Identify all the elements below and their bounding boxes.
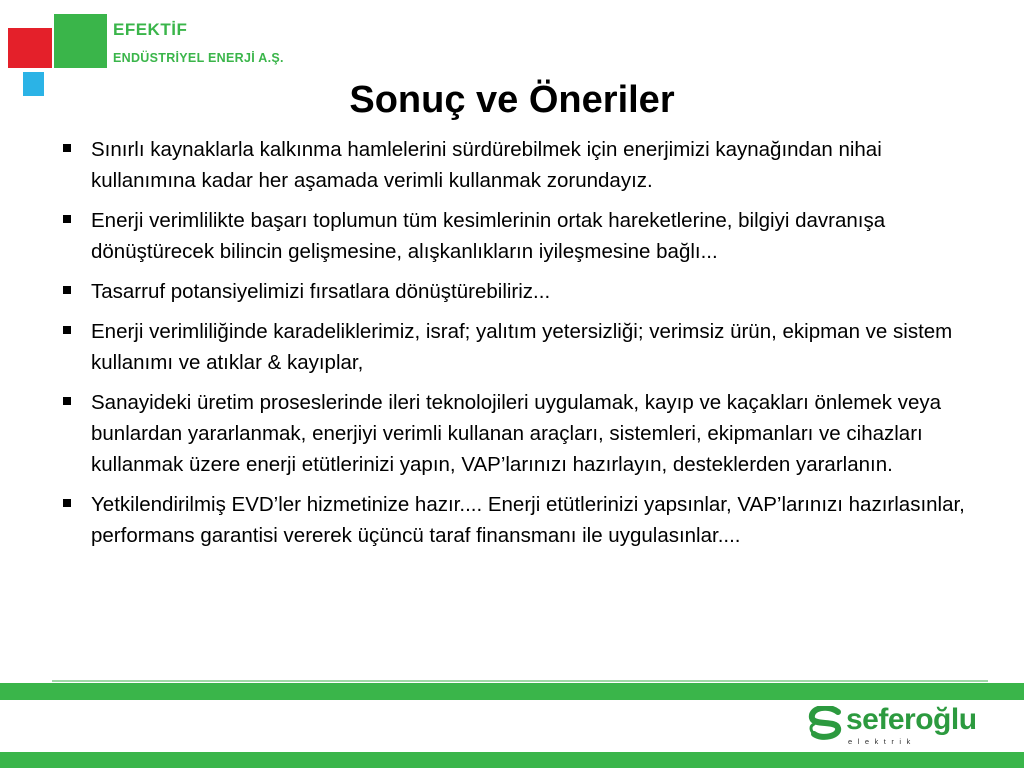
seferoglu-logo (808, 704, 1008, 748)
bullet-text: Sınırlı kaynaklarla kalkınma hamlelerini sürdürebilmek için enerjimizi kaynağından nihai kullanımına kadar her aşamada verimli kullanmak zorundayız. (91, 138, 882, 192)
bullet-item (60, 489, 975, 551)
slide-title: Sonuç ve Öneriler (349, 79, 675, 121)
bullet-list (60, 134, 975, 560)
logo-green-square (54, 14, 107, 68)
square-bullet-icon (63, 499, 71, 507)
bullet-text: Sanayideki üretim proseslerinde ileri teknolojileri uygulamak, kayıp ve kaçakları önlemek veya bunlardan yararlanmak, enerjiyi verimli kullanan araçları, sistemleri, ekipmanları ve cihazları kullanmak üzere enerji etütlerinizi yapın, VAP’larınızı hazırlayın, desteklerden yararlanın. (91, 391, 942, 476)
bullet-text: Enerji verimliliğinde karadeliklerimiz, israf; yalıtım yetersizliği; verimsiz ürün, ekipman ve sistem kullanımı ve atıklar & kayıplar, (91, 320, 953, 374)
bullet-text: Tasarruf potansiyelimizi fırsatlara dönüştürebiliriz... (91, 280, 551, 303)
brand-name: EFEKTİF (113, 20, 188, 39)
footer-divider (52, 680, 988, 682)
seferoglu-swirl-icon (808, 706, 844, 740)
footer-company-sub: elektrik (848, 737, 916, 746)
footer-company-name: seferoğlu (846, 703, 977, 736)
bullet-item (60, 276, 975, 307)
bullet-text: Yetkilendirilmiş EVD’ler hizmetinize hazır.... Enerji etütlerinizi yapsınlar, VAP’larınızı hazırlasınlar, performans garantisi vererek üçüncü taraf finansmanı ile uygulasınlar.... (91, 493, 965, 547)
bullet-item (60, 205, 975, 267)
square-bullet-icon (63, 397, 71, 405)
footer-band-top (0, 683, 1024, 700)
bullet-item (60, 134, 975, 196)
bullet-text: Enerji verimlilikte başarı toplumun tüm kesimlerinin ortak hareketlerine, bilgiyi davranışa dönüştürecek bilincin gelişmesine, alışkanlıkların iyileşmesine bağlı... (91, 209, 886, 263)
bullet-item (60, 387, 975, 480)
footer-band-bottom (0, 752, 1024, 768)
square-bullet-icon (63, 326, 71, 334)
square-bullet-icon (63, 144, 71, 152)
square-bullet-icon (63, 215, 71, 223)
bullet-item (60, 316, 975, 378)
square-bullet-icon (63, 286, 71, 294)
brand-subtitle: ENDÜSTRİYEL ENERJİ A.Ş. (113, 51, 284, 65)
logo-red-square (8, 28, 52, 68)
